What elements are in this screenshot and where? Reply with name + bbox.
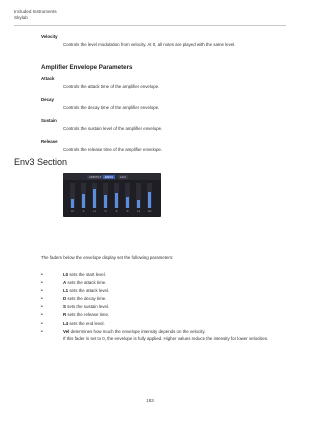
header-line-2: Skylab	[14, 15, 28, 20]
bullet-icon: •	[41, 304, 43, 311]
param-desc: determines how much the envelope intensity depends on the velocity.	[69, 328, 206, 334]
bullet-icon: •	[41, 328, 43, 335]
sustain-desc: Controls the sustain level of the amplifier envelope.	[63, 126, 163, 131]
param-desc: sets the end level.	[68, 320, 105, 326]
list-item	[41, 296, 286, 302]
decay-desc: Controls the decay time of the amplifier envelope.	[63, 105, 160, 110]
fader-level	[93, 189, 96, 208]
fader-param-list	[41, 272, 286, 342]
fader-vel[interactable]	[147, 183, 152, 208]
param-key: D	[63, 296, 67, 302]
bullet-icon: •	[41, 272, 43, 278]
bullet-icon: •	[41, 296, 43, 303]
list-item	[41, 288, 286, 294]
param-key: A	[63, 280, 67, 286]
amp-env-heading: Amplifier Envelope Parameters	[41, 64, 133, 71]
fader-level	[71, 199, 74, 208]
page-number: 183	[146, 398, 154, 403]
param-key: S	[63, 304, 66, 310]
fader-level	[137, 200, 140, 208]
fader-level	[148, 192, 151, 208]
fader-label: L1	[93, 210, 96, 213]
fader-label: L4	[137, 210, 140, 213]
fader-l0[interactable]	[70, 183, 75, 208]
fader-d[interactable]	[103, 183, 108, 208]
param-desc: sets the attack time.	[66, 280, 107, 286]
env3-section-heading: Env3 Section	[14, 157, 68, 167]
param-key: L0	[63, 272, 69, 277]
header-divider	[14, 25, 286, 26]
list-item	[41, 280, 286, 286]
param-key: R	[63, 312, 67, 318]
param-key: Vel	[63, 328, 70, 334]
tab-amp-flt[interactable]: AMP/FLT	[89, 174, 102, 179]
fader-label: L0	[71, 210, 74, 213]
fader-level	[115, 193, 118, 208]
fader-label: A	[82, 210, 85, 213]
decay-term: Decay	[41, 97, 54, 102]
param-desc: sets the release time.	[66, 312, 110, 318]
fader-level	[126, 197, 129, 208]
param-desc: sets the start level.	[68, 272, 106, 277]
param-desc: sets the decay time.	[66, 296, 107, 302]
sustain-term: Sustain	[41, 118, 57, 123]
fader-label: S	[115, 210, 118, 213]
faders-intro: The faders below the envelope display set the following parameters:	[41, 255, 174, 260]
vel-note: If this fader is set to 0, the envelope is fully applied. Higher values reduce the intensity for lower velocities.	[63, 335, 269, 341]
release-desc: Controls the release time of the amplifier envelope.	[63, 147, 163, 152]
release-term: Release	[41, 139, 58, 144]
fader-s[interactable]	[114, 183, 119, 208]
header-line-1: Included Instruments	[14, 9, 57, 14]
bullet-icon: •	[41, 320, 43, 327]
fader-r[interactable]	[125, 183, 130, 208]
param-key: L4	[63, 320, 69, 326]
fader-level	[82, 194, 85, 208]
fader-level	[104, 195, 107, 208]
attack-desc: Controls the attack time of the amplifier envelope.	[63, 84, 160, 89]
velocity-desc: Controls the level modulation from velocity. At 0, all notes are played with the same level.	[63, 42, 236, 47]
tab-env3[interactable]: ENV3	[105, 174, 113, 179]
fader-l1[interactable]	[92, 183, 97, 208]
param-key: L1	[63, 288, 69, 294]
bullet-icon: •	[41, 288, 43, 295]
velocity-term: Velocity	[41, 34, 58, 39]
tab-lfo[interactable]: LFO	[120, 174, 126, 179]
param-desc: sets the sustain level.	[65, 304, 110, 310]
list-item	[41, 312, 286, 318]
env3-fader-group	[69, 183, 155, 208]
fader-label: D	[104, 210, 107, 213]
env3-tab-bar	[63, 173, 161, 180]
fader-l4[interactable]	[136, 183, 141, 208]
bullet-icon: •	[41, 280, 43, 287]
env3-screenshot	[63, 173, 161, 217]
param-desc: sets the attack level.	[68, 288, 110, 294]
fader-label: Vel	[147, 210, 152, 213]
fader-label: R	[126, 210, 129, 213]
list-item	[41, 329, 286, 335]
list-item	[41, 304, 286, 310]
list-item	[41, 272, 286, 278]
attack-term: Attack	[41, 76, 55, 81]
list-item	[41, 321, 286, 327]
bullet-icon: •	[41, 312, 43, 319]
fader-a[interactable]	[81, 183, 86, 208]
